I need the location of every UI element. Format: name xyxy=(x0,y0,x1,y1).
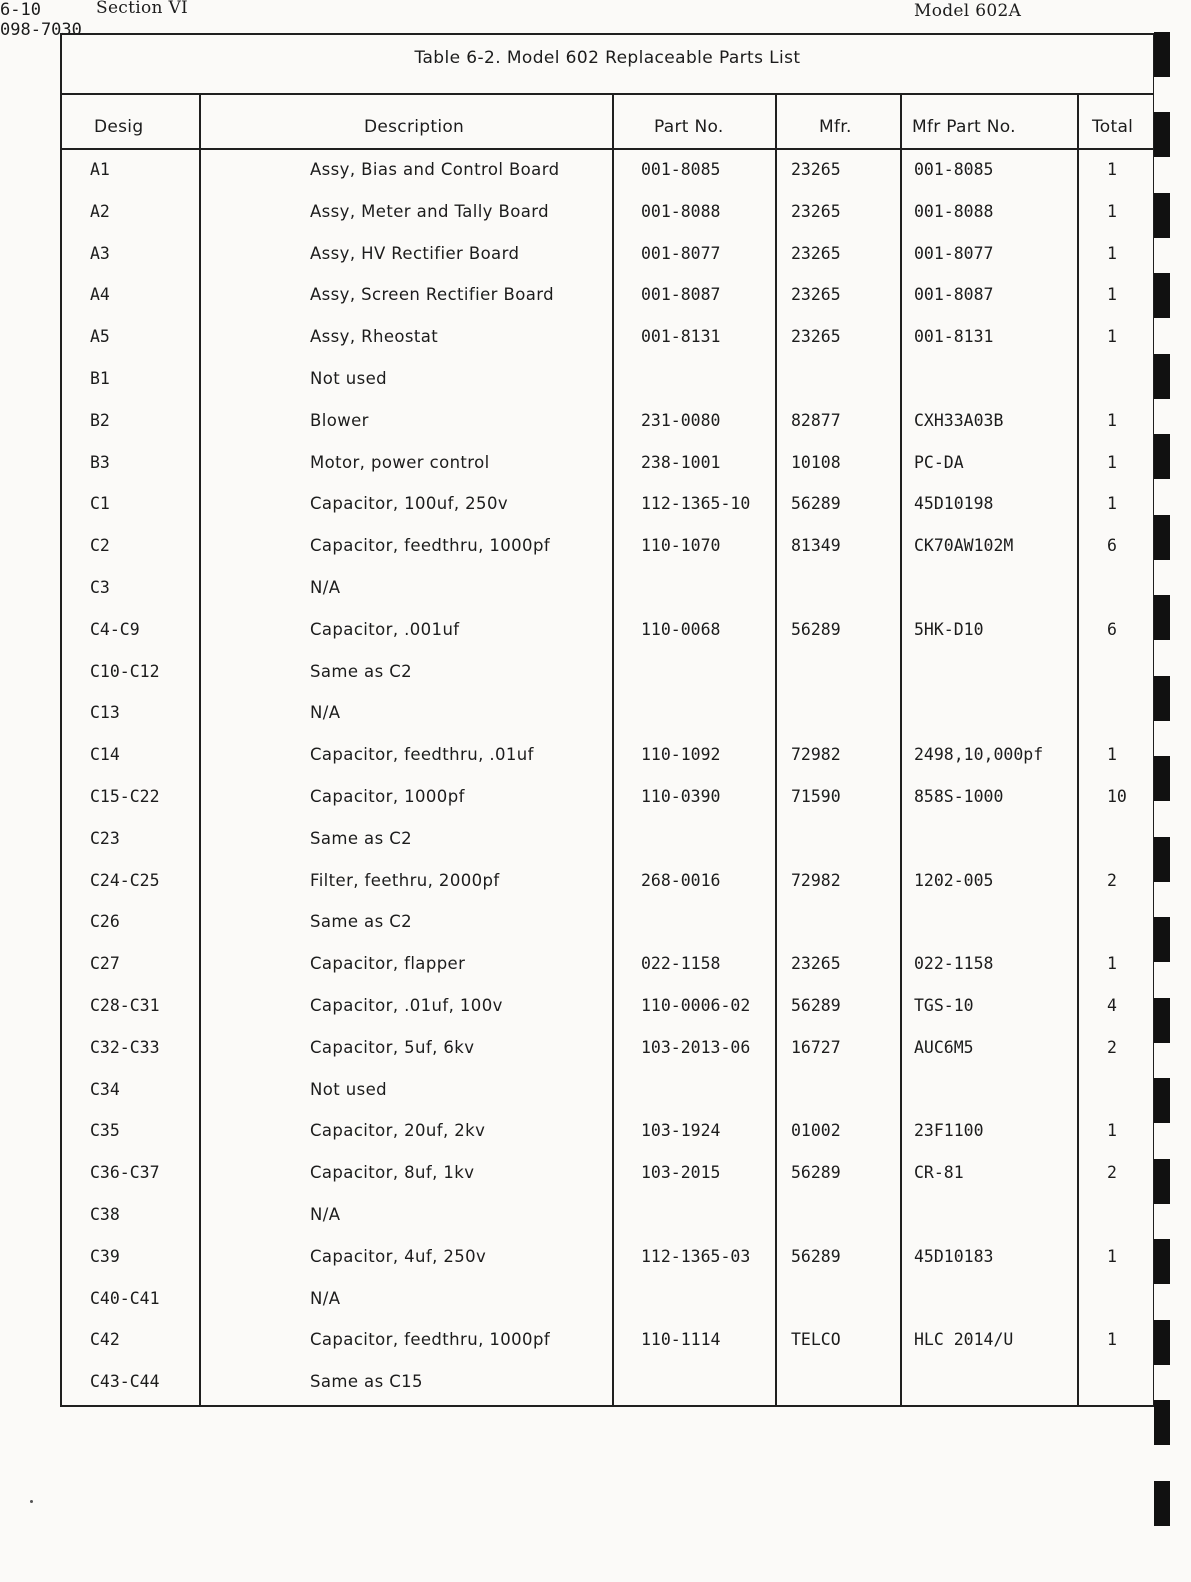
cell-description: Capacitor, 20uf, 2kv xyxy=(310,1121,486,1141)
cell-desig: B3 xyxy=(90,452,110,472)
cell-desig: C38 xyxy=(90,1204,120,1224)
cell-mfr: 23265 xyxy=(791,243,841,263)
edge-tab-mark xyxy=(1154,32,1170,77)
cell-mfr-part-no: 23F1100 xyxy=(914,1121,984,1141)
table-row xyxy=(62,1240,1153,1282)
parts-table xyxy=(60,33,1154,1407)
edge-tab-mark xyxy=(1154,273,1170,318)
cell-total: 1 xyxy=(1107,1330,1117,1350)
col-part-no-header: Part No. xyxy=(654,117,724,137)
edge-tab-mark xyxy=(1154,756,1170,801)
table-row xyxy=(62,696,1153,738)
table-row xyxy=(62,864,1153,906)
cell-part-no: 110-1114 xyxy=(641,1330,721,1350)
table-row xyxy=(62,278,1153,320)
cell-description: Capacitor, 4uf, 250v xyxy=(310,1246,487,1266)
cell-mfr-part-no: 001-8077 xyxy=(914,243,994,263)
table-row xyxy=(62,1323,1153,1365)
table-row xyxy=(62,153,1153,195)
cell-description: Capacitor, .001uf xyxy=(310,619,460,639)
cell-mfr: 81349 xyxy=(791,536,841,556)
cell-total: 1 xyxy=(1107,745,1117,765)
cell-mfr: 56289 xyxy=(791,494,841,514)
cell-description: N/A xyxy=(310,1204,341,1224)
cell-total: 1 xyxy=(1107,1121,1117,1141)
table-body xyxy=(62,153,1153,1407)
cell-total: 1 xyxy=(1107,160,1117,179)
cell-desig: A3 xyxy=(90,243,110,263)
cell-description: Capacitor, feedthru, .01uf xyxy=(310,745,534,765)
cell-description: Filter, feethru, 2000pf xyxy=(310,870,500,890)
edge-tab-mark xyxy=(1154,354,1170,399)
cell-description: Capacitor, flapper xyxy=(310,954,466,974)
cell-desig: C42 xyxy=(90,1330,120,1350)
cell-mfr-part-no: 001-8131 xyxy=(914,327,994,347)
cell-mfr: 56289 xyxy=(791,995,841,1015)
edge-tab-mark xyxy=(1154,1320,1170,1365)
cell-description: Capacitor, 1000pf xyxy=(310,786,465,806)
cell-mfr: 23265 xyxy=(791,327,841,347)
cell-description: Blower xyxy=(310,410,369,430)
table-row xyxy=(62,989,1153,1031)
cell-mfr: 01002 xyxy=(791,1121,841,1141)
edge-tab-mark xyxy=(1154,1078,1170,1123)
cell-total: 4 xyxy=(1107,995,1117,1015)
table-row xyxy=(62,1198,1153,1240)
cell-mfr-part-no: 001-8088 xyxy=(914,201,994,221)
cell-desig: C10-C12 xyxy=(90,661,160,681)
table-row xyxy=(62,1031,1153,1073)
cell-description: Same as C2 xyxy=(310,912,413,932)
cell-mfr: 10108 xyxy=(791,452,841,472)
cell-desig: C35 xyxy=(90,1121,120,1141)
cell-description: Assy, Rheostat xyxy=(310,327,439,347)
cell-total: 1 xyxy=(1107,954,1117,974)
cell-desig: A5 xyxy=(90,327,110,347)
cell-desig: C1 xyxy=(90,494,110,514)
edge-tab-mark xyxy=(1154,1400,1170,1445)
cell-part-no: 001-8077 xyxy=(641,243,721,263)
cell-mfr-part-no: AUC6M5 xyxy=(914,1037,974,1057)
col-mfr-part-no-header: Mfr Part No. xyxy=(912,117,1016,137)
edge-tab-mark xyxy=(1154,193,1170,238)
table-row xyxy=(62,738,1153,780)
cell-total: 6 xyxy=(1107,619,1117,639)
cell-part-no: 238-1001 xyxy=(641,452,721,472)
table-row xyxy=(62,487,1153,529)
cell-part-no: 110-0006-02 xyxy=(641,995,751,1015)
col-mfr-header: Mfr. xyxy=(819,117,852,137)
edge-tab-mark xyxy=(1154,1159,1170,1204)
cell-mfr-part-no: CK70AW102M xyxy=(914,536,1014,556)
cell-desig: C4-C9 xyxy=(90,619,140,639)
cell-mfr: 56289 xyxy=(791,619,841,639)
table-row xyxy=(62,195,1153,237)
cell-desig: C27 xyxy=(90,954,120,974)
table-row xyxy=(62,780,1153,822)
table-row xyxy=(62,529,1153,571)
table-row xyxy=(62,1282,1153,1324)
edge-tab-mark xyxy=(1154,676,1170,721)
cell-desig: A1 xyxy=(90,160,110,179)
cell-mfr-part-no: TGS-10 xyxy=(914,995,974,1015)
cell-mfr: 23265 xyxy=(791,285,841,305)
cell-desig: C28-C31 xyxy=(90,995,160,1015)
cell-desig: C14 xyxy=(90,745,120,765)
page-number: 6-10 xyxy=(0,0,41,20)
table-row xyxy=(62,1365,1153,1407)
table-row xyxy=(62,237,1153,279)
cell-description: Capacitor, 5uf, 6kv xyxy=(310,1037,475,1057)
table-row xyxy=(62,320,1153,362)
table-row xyxy=(62,571,1153,613)
table-row xyxy=(62,1156,1153,1198)
cell-part-no: 231-0080 xyxy=(641,410,721,430)
cell-total: 10 xyxy=(1107,786,1127,806)
cell-description: N/A xyxy=(310,577,341,597)
cell-mfr: TELCO xyxy=(791,1330,841,1350)
cell-desig: C32-C33 xyxy=(90,1037,160,1057)
cell-desig: B1 xyxy=(90,368,110,388)
cell-description: Assy, HV Rectifier Board xyxy=(310,243,520,263)
edge-tab-mark xyxy=(1154,917,1170,962)
cell-part-no: 110-0390 xyxy=(641,786,721,806)
cell-description: Same as C2 xyxy=(310,661,413,681)
cell-mfr-part-no: HLC 2014/U xyxy=(914,1330,1014,1350)
edge-tab-mark xyxy=(1154,112,1170,157)
cell-desig: C40-C41 xyxy=(90,1288,160,1308)
cell-part-no: 103-1924 xyxy=(641,1121,721,1141)
column-header-row xyxy=(62,93,1153,150)
cell-mfr: 16727 xyxy=(791,1037,841,1057)
cell-description: Same as C15 xyxy=(310,1372,423,1392)
table-row xyxy=(62,822,1153,864)
table-row xyxy=(62,905,1153,947)
table-row xyxy=(62,362,1153,404)
col-total-header: Total xyxy=(1092,117,1134,137)
cell-mfr: 56289 xyxy=(791,1246,841,1266)
cell-description: Same as C2 xyxy=(310,828,413,848)
cell-part-no: 001-8131 xyxy=(641,327,721,347)
cell-desig: C3 xyxy=(90,577,110,597)
table-title: Table 6-2. Model 602 Replaceable Parts List xyxy=(414,48,801,68)
cell-desig: A4 xyxy=(90,285,110,305)
cell-part-no: 022-1158 xyxy=(641,954,721,974)
cell-mfr: 23265 xyxy=(791,160,841,179)
table-row xyxy=(62,1114,1153,1156)
table-row xyxy=(62,446,1153,488)
col-description-header: Description xyxy=(364,117,465,137)
cell-total: 1 xyxy=(1107,201,1117,221)
cell-description: Assy, Meter and Tally Board xyxy=(310,201,549,221)
cell-total: 1 xyxy=(1107,285,1117,305)
cell-mfr-part-no: CXH33A03B xyxy=(914,410,1004,430)
cell-mfr-part-no: 858S-1000 xyxy=(914,786,1004,806)
cell-mfr: 72982 xyxy=(791,745,841,765)
cell-description: N/A xyxy=(310,703,341,723)
cell-mfr-part-no: 45D10198 xyxy=(914,494,994,514)
table-row xyxy=(62,655,1153,697)
cell-part-no: 001-8088 xyxy=(641,201,721,221)
cell-desig: C24-C25 xyxy=(90,870,160,890)
cell-desig: C26 xyxy=(90,912,120,932)
table-row xyxy=(62,404,1153,446)
cell-mfr-part-no: PC-DA xyxy=(914,452,964,472)
cell-part-no: 001-8085 xyxy=(641,160,721,179)
paper-speck xyxy=(30,1500,33,1503)
model-label: Model 602A xyxy=(914,1,1022,21)
cell-desig: C2 xyxy=(90,536,110,556)
cell-mfr: 71590 xyxy=(791,786,841,806)
cell-part-no: 103-2013-06 xyxy=(641,1037,751,1057)
cell-desig: C13 xyxy=(90,703,120,723)
cell-description: N/A xyxy=(310,1288,341,1308)
cell-mfr-part-no: CR-81 xyxy=(914,1163,964,1183)
edge-tab-mark xyxy=(1154,837,1170,882)
cell-desig: C39 xyxy=(90,1246,120,1266)
cell-part-no: 103-2015 xyxy=(641,1163,721,1183)
edge-tab-mark xyxy=(1154,1239,1170,1284)
cell-desig: C15-C22 xyxy=(90,786,160,806)
edge-tab-mark xyxy=(1154,595,1170,640)
cell-part-no: 001-8087 xyxy=(641,285,721,305)
cell-total: 2 xyxy=(1107,1037,1117,1057)
cell-part-no: 110-1092 xyxy=(641,745,721,765)
cell-description: Capacitor, .01uf, 100v xyxy=(310,995,503,1015)
cell-total: 1 xyxy=(1107,1246,1117,1266)
cell-desig: C36-C37 xyxy=(90,1163,160,1183)
cell-description: Capacitor, feedthru, 1000pf xyxy=(310,536,551,556)
edge-tab-mark xyxy=(1154,1481,1170,1526)
cell-part-no: 110-0068 xyxy=(641,619,721,639)
cell-mfr: 72982 xyxy=(791,870,841,890)
cell-desig: A2 xyxy=(90,201,110,221)
cell-mfr: 82877 xyxy=(791,410,841,430)
cell-mfr-part-no: 001-8087 xyxy=(914,285,994,305)
cell-description: Capacitor, feedthru, 1000pf xyxy=(310,1330,551,1350)
cell-desig: B2 xyxy=(90,410,110,430)
section-label: Section VI xyxy=(96,0,189,18)
cell-part-no: 112-1365-10 xyxy=(641,494,751,514)
cell-mfr-part-no: 2498,10,000pf xyxy=(914,745,1044,765)
cell-mfr-part-no: 022-1158 xyxy=(914,954,994,974)
cell-desig: C43-C44 xyxy=(90,1372,160,1392)
table-row xyxy=(62,613,1153,655)
cell-part-no: 110-1070 xyxy=(641,536,721,556)
cell-description: Not used xyxy=(310,1079,388,1099)
cell-mfr: 23265 xyxy=(791,954,841,974)
cell-total: 1 xyxy=(1107,243,1117,263)
cell-mfr: 56289 xyxy=(791,1163,841,1183)
edge-tab-mark xyxy=(1154,515,1170,560)
cell-description: Capacitor, 8uf, 1kv xyxy=(310,1163,475,1183)
cell-total: 6 xyxy=(1107,536,1117,556)
cell-mfr-part-no: 1202-005 xyxy=(914,870,994,890)
cell-part-no: 112-1365-03 xyxy=(641,1246,751,1266)
cell-total: 1 xyxy=(1107,452,1117,472)
cell-mfr-part-no: 45D10183 xyxy=(914,1246,994,1266)
document-number: 098-7030 xyxy=(0,20,82,40)
edge-tab-mark xyxy=(1154,998,1170,1043)
cell-description: Capacitor, 100uf, 250v xyxy=(310,494,509,514)
table-row xyxy=(62,1073,1153,1115)
cell-mfr-part-no: 5HK-D10 xyxy=(914,619,984,639)
cell-desig: C34 xyxy=(90,1079,120,1099)
cell-mfr: 23265 xyxy=(791,201,841,221)
cell-part-no: 268-0016 xyxy=(641,870,721,890)
cell-description: Assy, Screen Rectifier Board xyxy=(310,285,554,305)
cell-total: 1 xyxy=(1107,327,1117,347)
table-title-box xyxy=(62,35,1153,95)
cell-total: 2 xyxy=(1107,1163,1117,1183)
cell-desig: C23 xyxy=(90,828,120,848)
cell-description: Assy, Bias and Control Board xyxy=(310,160,560,179)
cell-total: 2 xyxy=(1107,870,1117,890)
cell-description: Not used xyxy=(310,368,388,388)
cell-description: Motor, power control xyxy=(310,452,490,472)
cell-total: 1 xyxy=(1107,410,1117,430)
cell-total: 1 xyxy=(1107,494,1117,514)
cell-mfr-part-no: 001-8085 xyxy=(914,160,994,179)
col-desig-header: Desig xyxy=(94,117,144,137)
edge-tab-mark xyxy=(1154,434,1170,479)
table-row xyxy=(62,947,1153,989)
